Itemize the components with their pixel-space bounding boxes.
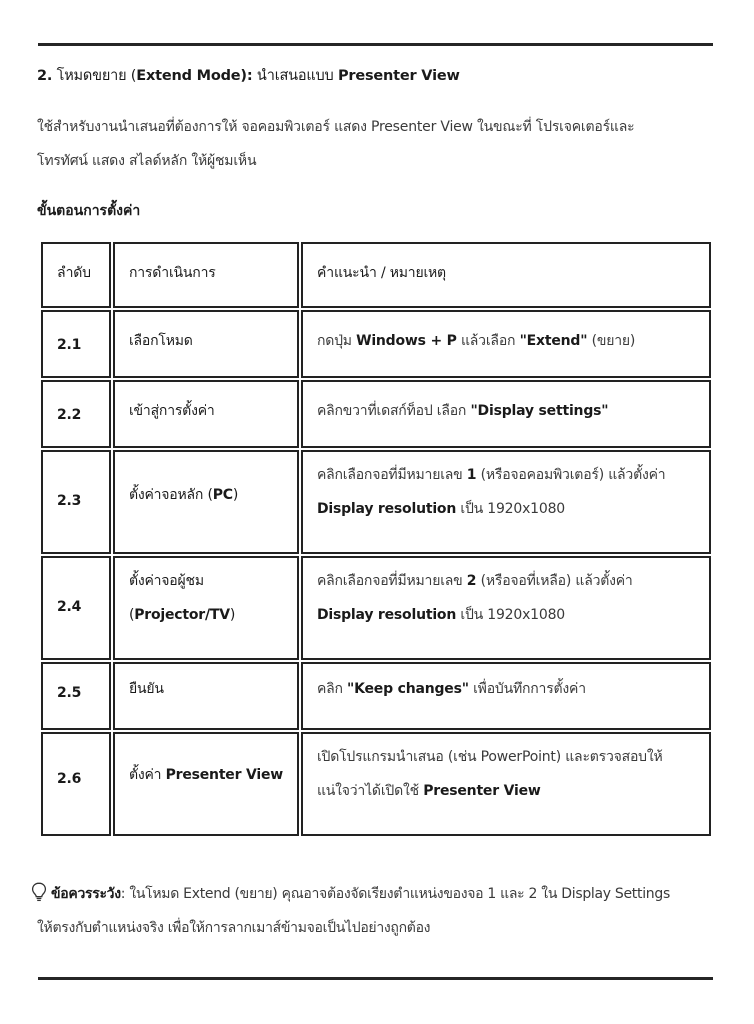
step-number: 2.1 (57, 337, 82, 353)
step-action (115, 558, 297, 632)
table-row (41, 450, 711, 554)
tip-line-2: ให้ตรงกับตำแหน่งจริง เพื่อให้การลากเมาส์ข้ามจอเป็นไปอย่างถูกต้อง (37, 920, 431, 936)
table-cell (41, 450, 111, 554)
table-cell (301, 380, 711, 448)
note-text: แน่ใจว่าได้เปิดใช้ (316, 783, 424, 799)
action-key: PC (212, 487, 233, 503)
table-cell (113, 732, 299, 836)
header-cell (301, 242, 711, 308)
note-text: คลิกเลือกจอที่มีหมายเลข (316, 467, 467, 483)
table-row (41, 380, 711, 448)
heading-view: Presenter View (337, 68, 460, 84)
tip-text: ในโหมด Extend (ขยาย) คุณอาจต้องจัดเรียงตำแหน่งของจอ 1 และ 2 ใน Display Settings (129, 886, 670, 902)
note-key: 1 (466, 467, 477, 483)
table-cell (41, 556, 111, 660)
note-text: คลิก (316, 681, 348, 697)
note-text: (ขยาย) (587, 333, 636, 349)
heading-mode: Extend Mode): (136, 68, 253, 84)
note-key: "Display settings" (470, 403, 609, 419)
heading-text: โหมดขยาย ( (52, 68, 137, 84)
note-text: แล้วเลือก (456, 333, 520, 349)
step-action: เข้าสู่การตั้งค่า (128, 403, 215, 419)
step-note (303, 734, 709, 808)
tip-line-1 (31, 882, 670, 905)
step-action (115, 734, 297, 792)
tip-label: ข้อควรระวัง (51, 886, 121, 902)
table-cell (301, 556, 711, 660)
step-number: 2.4 (57, 599, 82, 615)
table-cell (41, 310, 111, 378)
steps-title: ขั้นตอนการตั้งค่า (37, 203, 141, 219)
table-cell (113, 662, 299, 730)
table-row (41, 310, 711, 378)
table-cell (41, 662, 111, 730)
step-number: 2.3 (57, 493, 82, 509)
step-note (303, 452, 709, 526)
note-key: Presenter View (423, 783, 541, 799)
lightbulb-icon (31, 882, 47, 902)
table-header-row (41, 242, 711, 308)
step-action: ยืนยัน (128, 681, 164, 697)
step-number: 2.5 (57, 685, 82, 701)
note-text: คลิกเลือกจอที่มีหมายเลข (316, 573, 467, 589)
bottom-divider (38, 977, 713, 980)
note-text: เปิดโปรแกรมนำเสนอ (เช่น PowerPoint) และตรวจสอบให้ (316, 749, 663, 765)
top-divider (38, 43, 713, 46)
step-action: เลือกโหมด (128, 333, 193, 349)
note-text: (หรือจอคอมพิวเตอร์) แล้วตั้งค่า (476, 467, 666, 483)
note-text: คลิกขวาที่เดสก์ท็อป เลือก (316, 403, 471, 419)
action-text: ตั้งค่าจอผู้ชม (128, 573, 204, 589)
step-note (303, 558, 709, 632)
note-text: (หรือจอที่เหลือ) แล้วตั้งค่า (476, 573, 633, 589)
table-cell (301, 310, 711, 378)
step-number: 2.6 (57, 771, 82, 787)
action-key: Presenter View (165, 767, 283, 783)
table-cell (113, 556, 299, 660)
intro-line-2: โทรทัศน์ แสดง สไลด์หลัก ให้ผู้ชมเห็น (37, 153, 257, 169)
table-row (41, 556, 711, 660)
note-text: กดปุ่ม (316, 333, 357, 349)
header-note: คำแนะนำ / หมายเหตุ (316, 265, 446, 281)
table-cell (301, 450, 711, 554)
section-heading (37, 64, 460, 87)
table-cell (113, 310, 299, 378)
steps-table (39, 240, 713, 838)
intro-line-1: ใช้สำหรับงานนำเสนอที่ต้องการให้ จอคอมพิวเตอร์ แสดง Presenter View ในขณะที่ โปรเจคเตอร์และ (37, 119, 635, 135)
table-row (41, 662, 711, 730)
note-text: เป็น 1920x1080 (456, 607, 566, 623)
header-cell (113, 242, 299, 308)
action-text: ตั้งค่าจอหลัก ( (128, 487, 213, 503)
action-text: ) (232, 487, 239, 503)
header-action: การดำเนินการ (128, 265, 216, 281)
note-text: เพื่อบันทึกการตั้งค่า (468, 681, 586, 697)
table-row (41, 732, 711, 836)
note-key: "Extend" (519, 333, 588, 349)
table-cell (301, 662, 711, 730)
note-key: Display resolution (316, 501, 457, 517)
action-key: Projector/TV (134, 607, 230, 623)
table-cell (41, 380, 111, 448)
table-cell (113, 450, 299, 554)
header-cell (41, 242, 111, 308)
step-number: 2.2 (57, 407, 82, 423)
table-cell (113, 380, 299, 448)
note-key: "Keep changes" (347, 681, 469, 697)
note-key: Display resolution (316, 607, 457, 623)
note-key: Windows + P (356, 333, 457, 349)
heading-number: 2. (37, 68, 53, 84)
note-key: 2 (466, 573, 477, 589)
step-note (303, 312, 709, 358)
action-text: ตั้งค่า (128, 767, 166, 783)
step-action (115, 452, 297, 512)
note-text: เป็น 1920x1080 (456, 501, 566, 517)
table-cell (41, 732, 111, 836)
action-text: ) (229, 607, 236, 623)
header-order: ลำดับ (57, 265, 91, 281)
step-note (303, 664, 709, 706)
tip-colon: : (120, 886, 130, 902)
table-cell (301, 732, 711, 836)
action-text: ( (128, 607, 135, 623)
step-note (303, 382, 709, 428)
heading-text: นำเสนอแบบ (252, 68, 338, 84)
